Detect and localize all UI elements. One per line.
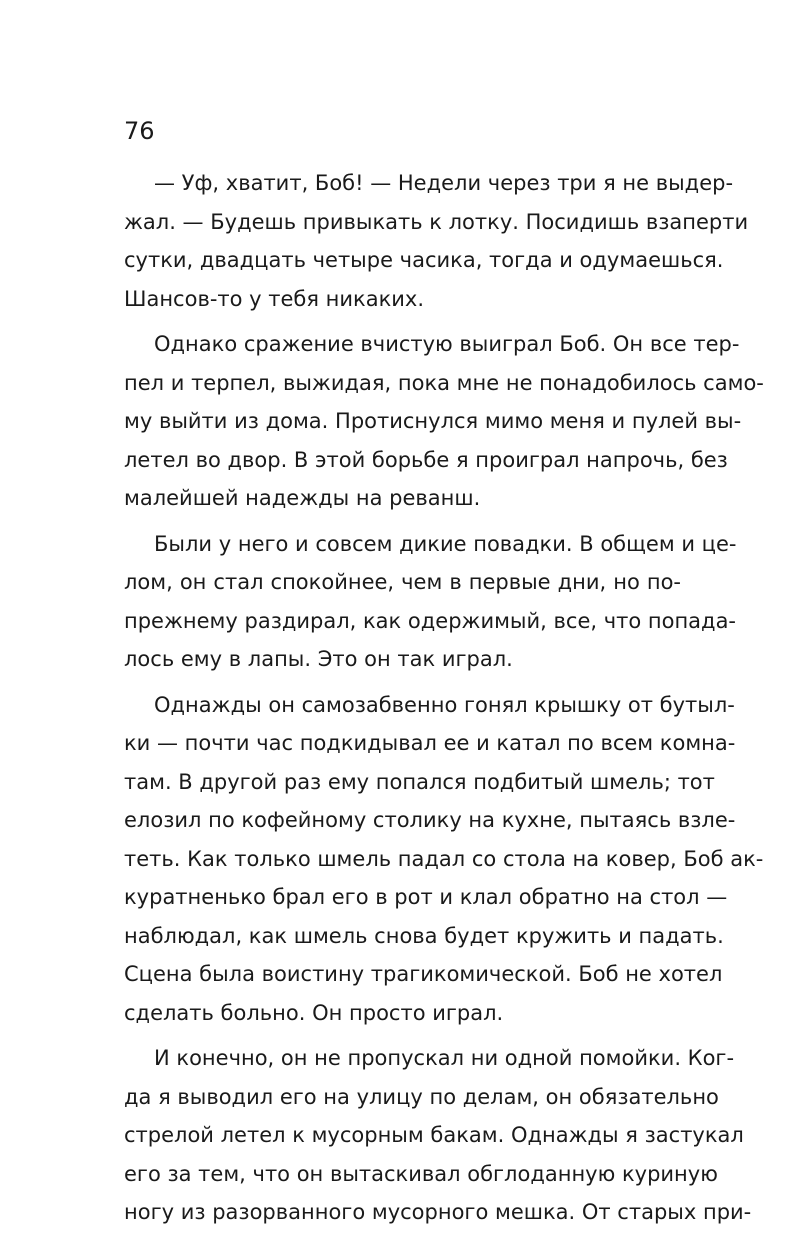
text-line: пел и терпел, выжидая, пока мне не понадобилось само- <box>124 370 764 395</box>
paragraph <box>124 1039 752 1232</box>
body-text <box>124 164 764 1232</box>
text-line: стрелой летел к мусорным бакам. Однажды я застукал <box>124 1123 744 1147</box>
text-line: сутки, двадцать четыре часика, тогда и одумаешься. <box>124 248 724 272</box>
text-line: елозил по кофейному столику на кухне, пытаясь взле- <box>124 808 736 832</box>
text-line: да я выводил его на улицу по делам, он обязательно <box>124 1084 719 1109</box>
page-number: 76 <box>124 117 155 145</box>
paragraph <box>124 164 749 318</box>
text-line: жал. — Будешь привыкать к лотку. Посидишь взаперти <box>124 209 749 234</box>
text-line: лось ему в лапы. Это он так играл. <box>124 647 513 671</box>
text-line: наблюдал, как шмель снова будет кружить и падать. <box>124 923 724 948</box>
text-line: лом, он стал спокойнее, чем в первые дни, но по- <box>124 570 681 594</box>
paragraph <box>124 325 764 518</box>
text-line: прежнему раздирал, как одержимый, все, что попада- <box>124 608 737 633</box>
text-line: ногу из разорванного мусорного мешка. От старых при- <box>124 1200 752 1224</box>
text-line: му выйти из дома. Протиснулся мимо меня и пулей вы- <box>124 409 742 433</box>
text-line: — Уф, хватит, Боб! — Недели через три я не выдер- <box>154 171 734 195</box>
paragraph <box>124 686 764 1033</box>
text-line: куратненько брал его в рот и клал обратно на стол — <box>124 885 728 909</box>
paragraph <box>124 525 737 679</box>
text-line: летел во двор. В этой борьбе я проиграл напрочь, без <box>124 447 728 472</box>
text-line: Были у него и совсем дикие повадки. В общем и це- <box>154 531 737 556</box>
text-line: Шансов-то у тебя никаких. <box>124 286 425 311</box>
text-line: сделать больно. Он просто играл. <box>124 1000 504 1025</box>
text-line: его за тем, что он вытаскивал обглоданную куриную <box>124 1161 718 1186</box>
text-line: ки — почти час подкидывал ее и катал по всем комна- <box>124 731 736 755</box>
text-line: там. В другой раз ему попался подбитый шмель; тот <box>124 769 715 794</box>
text-line: Однажды он самозабвенно гонял крышку от бутыл- <box>154 692 735 717</box>
text-line: малейшей надежды на реванш. <box>124 486 481 510</box>
text-line: Однако сражение вчистую выиграл Боб. Он все тер- <box>154 332 740 356</box>
text-line: Сцена была воистину трагикомической. Боб не хотел <box>124 962 723 986</box>
text-line: И конечно, он не пропускал ни одной помойки. Ког- <box>154 1046 735 1070</box>
text-line: теть. Как только шмель падал со стола на ковер, Боб ак- <box>124 846 764 871</box>
